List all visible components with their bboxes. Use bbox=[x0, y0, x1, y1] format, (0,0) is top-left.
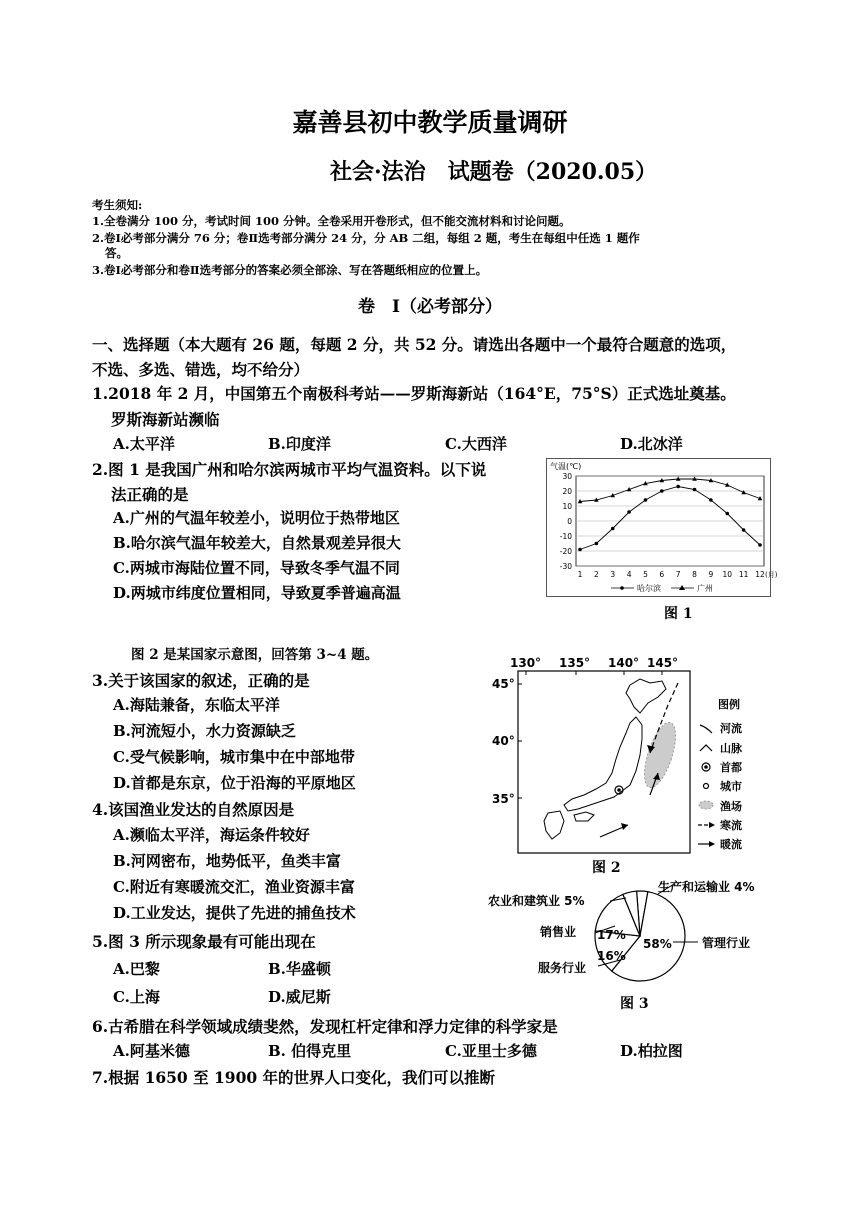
section-title: 卷 Ⅰ（必考部分） bbox=[358, 297, 502, 317]
q6-option-a[interactable]: A.阿基米德 bbox=[113, 1042, 190, 1060]
legend-mountain: 山脉 bbox=[720, 742, 742, 755]
notice-item: 2.卷Ⅰ必考部分满分 76 分；卷Ⅱ选考部分满分 24 分，分 AB 二组，每组 2 题，考生在每组中任选 1 题作 bbox=[92, 231, 640, 245]
q3-option-b[interactable]: B.河流短小，水力资源缺乏 bbox=[113, 722, 296, 740]
notice-item: 3.卷Ⅰ必考部分和卷Ⅱ选考部分的答案必须全部涂、写在答题纸相应的位置上。 bbox=[92, 263, 488, 277]
data-point bbox=[676, 485, 680, 489]
q4-option-d[interactable]: D.工业发达，提供了先进的捕鱼技术 bbox=[113, 904, 356, 922]
data-point bbox=[693, 488, 697, 492]
legend-harbin: 哈尔滨 bbox=[637, 584, 661, 593]
legend-warm-current: 暖流 bbox=[720, 838, 742, 851]
data-point bbox=[758, 543, 762, 547]
question-6-stem: 6.古希腊在科学领域成绩斐然，发现杠杆定律和浮力定律的科学家是 bbox=[92, 1017, 558, 1036]
q5-option-d[interactable]: D.威尼斯 bbox=[268, 988, 331, 1006]
x-tick-label: 1 bbox=[577, 570, 583, 579]
figure-3-pie-chart bbox=[480, 878, 780, 990]
y-tick-label: 30 bbox=[562, 472, 572, 481]
data-point bbox=[595, 542, 599, 546]
figure-3-caption: 图 3 bbox=[620, 996, 649, 1012]
pie-value-58: 58% bbox=[643, 937, 672, 951]
lat-label-35: 35° bbox=[492, 792, 515, 806]
x-tick-label: 9 bbox=[708, 570, 714, 579]
data-point bbox=[709, 498, 713, 502]
question-5-stem: 5.图 3 所示现象最有可能出现在 bbox=[92, 932, 316, 951]
y-tick-label: -20 bbox=[559, 547, 572, 556]
q5-option-c[interactable]: C.上海 bbox=[113, 988, 160, 1006]
figure-2-caption: 图 2 bbox=[592, 860, 621, 876]
notice-heading: 考生须知: bbox=[92, 198, 143, 212]
data-point bbox=[627, 510, 631, 514]
pie-label-service: 服务行业 bbox=[538, 961, 587, 975]
q2-option-d[interactable]: D.两城市纬度位置相同，导致夏季普遍高温 bbox=[113, 584, 401, 602]
figure-2-map bbox=[490, 655, 780, 860]
part-instructions: 不选、多选、错选，均不给分） bbox=[92, 360, 310, 379]
data-point bbox=[725, 512, 729, 516]
question-1-stem: 1.2018 年 2 月，中国第五个南极科考站——罗斯海新站（164°E，75°S）正式选址奠基。 bbox=[92, 384, 736, 403]
q5-option-b[interactable]: B.华盛顿 bbox=[268, 960, 331, 978]
x-tick-label: 3 bbox=[610, 570, 616, 579]
x-tick-label: 11 bbox=[738, 570, 749, 579]
x-tick-label: 2 bbox=[593, 570, 599, 579]
q5-option-a[interactable]: A.巴黎 bbox=[113, 960, 160, 978]
question-4-stem: 4.该国渔业发达的自然原因是 bbox=[92, 800, 295, 819]
legend-title: 图例 bbox=[718, 698, 740, 711]
series-line-0 bbox=[580, 487, 760, 550]
notice-item: 1.全卷满分 100 分，考试时间 100 分钟。全卷采用开卷形式，但不能交流材料和讨论问题。 bbox=[92, 214, 571, 228]
pie-value-17: 17% bbox=[597, 928, 626, 942]
q1-option-b[interactable]: B.印度洋 bbox=[268, 435, 331, 453]
series-line-1 bbox=[580, 479, 760, 502]
pie-value-16: 16% bbox=[597, 949, 626, 963]
data-point bbox=[742, 528, 746, 532]
lon-label-130: 130° bbox=[510, 656, 542, 670]
island-north bbox=[626, 679, 666, 713]
q3-option-a[interactable]: A.海陆兼备，东临太平洋 bbox=[113, 696, 280, 714]
figure-1-legend bbox=[611, 583, 713, 593]
q6-option-c[interactable]: C.亚里士多德 bbox=[445, 1042, 537, 1060]
q1-option-c[interactable]: C.大西洋 bbox=[445, 435, 507, 453]
q6-option-d[interactable]: D.柏拉图 bbox=[620, 1042, 683, 1060]
data-point bbox=[660, 489, 664, 493]
question-1-stem: 罗斯海新站濒临 bbox=[111, 410, 220, 429]
part-instructions: 一、选择题（本大题有 26 题，每题 2 分，共 52 分。请选出各题中一个最符合题意的选项， bbox=[92, 335, 737, 354]
y-tick-label: 0 bbox=[567, 517, 572, 526]
data-point bbox=[611, 527, 615, 531]
q3-option-d[interactable]: D.首都是东京，位于沿海的平原地区 bbox=[113, 774, 356, 792]
y-tick-label: -30 bbox=[559, 562, 572, 571]
legend-cold-current: 寒流 bbox=[720, 819, 742, 832]
x-tick-label: 4 bbox=[626, 570, 632, 579]
q4-option-c[interactable]: C.附近有寒暖流交汇，渔业资源丰富 bbox=[113, 878, 355, 896]
island-shikoku bbox=[574, 812, 594, 821]
x-tick-label: 6 bbox=[659, 570, 665, 579]
q2-option-b[interactable]: B.哈尔滨气温年较差大，自然景观差异很大 bbox=[113, 534, 401, 552]
fishing-ground bbox=[638, 719, 682, 791]
question-3-stem: 3.关于该国家的叙述，正确的是 bbox=[92, 671, 310, 690]
data-point bbox=[644, 498, 648, 502]
figure-1-temperature-chart bbox=[546, 458, 778, 598]
notice-item: 答。 bbox=[105, 246, 128, 260]
x-tick-label: 12 bbox=[755, 570, 765, 579]
x-tick-label: 8 bbox=[692, 570, 697, 579]
pie-label-sales: 销售业 bbox=[540, 925, 577, 939]
island-kyushu bbox=[544, 811, 564, 839]
x-tick-label: 5 bbox=[643, 570, 648, 579]
x-tick-label: 7 bbox=[675, 570, 681, 579]
legend-guangzhou: 广州 bbox=[697, 584, 713, 593]
legend-river: 河流 bbox=[720, 722, 742, 735]
data-point bbox=[578, 548, 582, 552]
lat-label-40: 40° bbox=[492, 734, 515, 748]
q4-option-b[interactable]: B.河网密布，地势低平，鱼类丰富 bbox=[113, 852, 341, 870]
island-main bbox=[564, 717, 642, 811]
q2-option-a[interactable]: A.广州的气温年较差小，说明位于热带地区 bbox=[113, 509, 400, 527]
exam-title: 嘉善县初中教学质量调研 bbox=[292, 108, 568, 137]
exam-subtitle: 社会·法治 试题卷（2020.05） bbox=[330, 159, 658, 185]
legend-fishing-ground: 渔场 bbox=[720, 800, 742, 813]
lat-label-45: 45° bbox=[492, 677, 515, 691]
pie-label-production: 生产和运输业 4% bbox=[658, 880, 755, 894]
figure-2-legend bbox=[698, 697, 743, 851]
lon-label-145: 145° bbox=[647, 656, 679, 670]
q3-option-c[interactable]: C.受气候影响，城市集中在中部地带 bbox=[113, 748, 355, 766]
q1-option-a[interactable]: A.太平洋 bbox=[113, 435, 175, 453]
legend-city: 城市 bbox=[720, 780, 742, 793]
lon-label-135: 135° bbox=[559, 656, 591, 670]
questions-3-4-intro: 图 2 是某国家示意图，回答第 3~4 题。 bbox=[131, 647, 379, 663]
q1-option-d[interactable]: D.北冰洋 bbox=[620, 435, 683, 453]
y-tick-label: -10 bbox=[559, 532, 572, 541]
q4-option-a[interactable]: A.濒临太平洋，海运条件较好 bbox=[113, 826, 310, 844]
question-2-stem: 法正确的是 bbox=[111, 485, 189, 504]
q2-option-c[interactable]: C.两城市海陆位置不同，导致冬季气温不同 bbox=[113, 559, 400, 577]
y-axis-label: 气温(℃) bbox=[550, 462, 582, 471]
question-7-stem: 7.根据 1650 至 1900 年的世界人口变化，我们可以推断 bbox=[92, 1068, 496, 1087]
x-axis-label: (月) bbox=[765, 571, 778, 579]
y-tick-label: 10 bbox=[562, 502, 572, 511]
q6-option-b[interactable]: B. 伯得克里 bbox=[268, 1042, 352, 1060]
y-tick-label: 20 bbox=[562, 487, 572, 496]
question-2-stem: 2.图 1 是我国广州和哈尔滨两城市平均气温资料。以下说 bbox=[92, 460, 487, 479]
legend-capital: 首都 bbox=[720, 761, 742, 774]
pie-label-agriculture: 农业和建筑业 5% bbox=[488, 894, 585, 908]
figure-1-caption: 图 1 bbox=[664, 606, 693, 622]
lon-label-140: 140° bbox=[608, 656, 640, 670]
pie-label-management: 管理行业 bbox=[702, 936, 751, 950]
x-tick-label: 10 bbox=[722, 570, 733, 579]
